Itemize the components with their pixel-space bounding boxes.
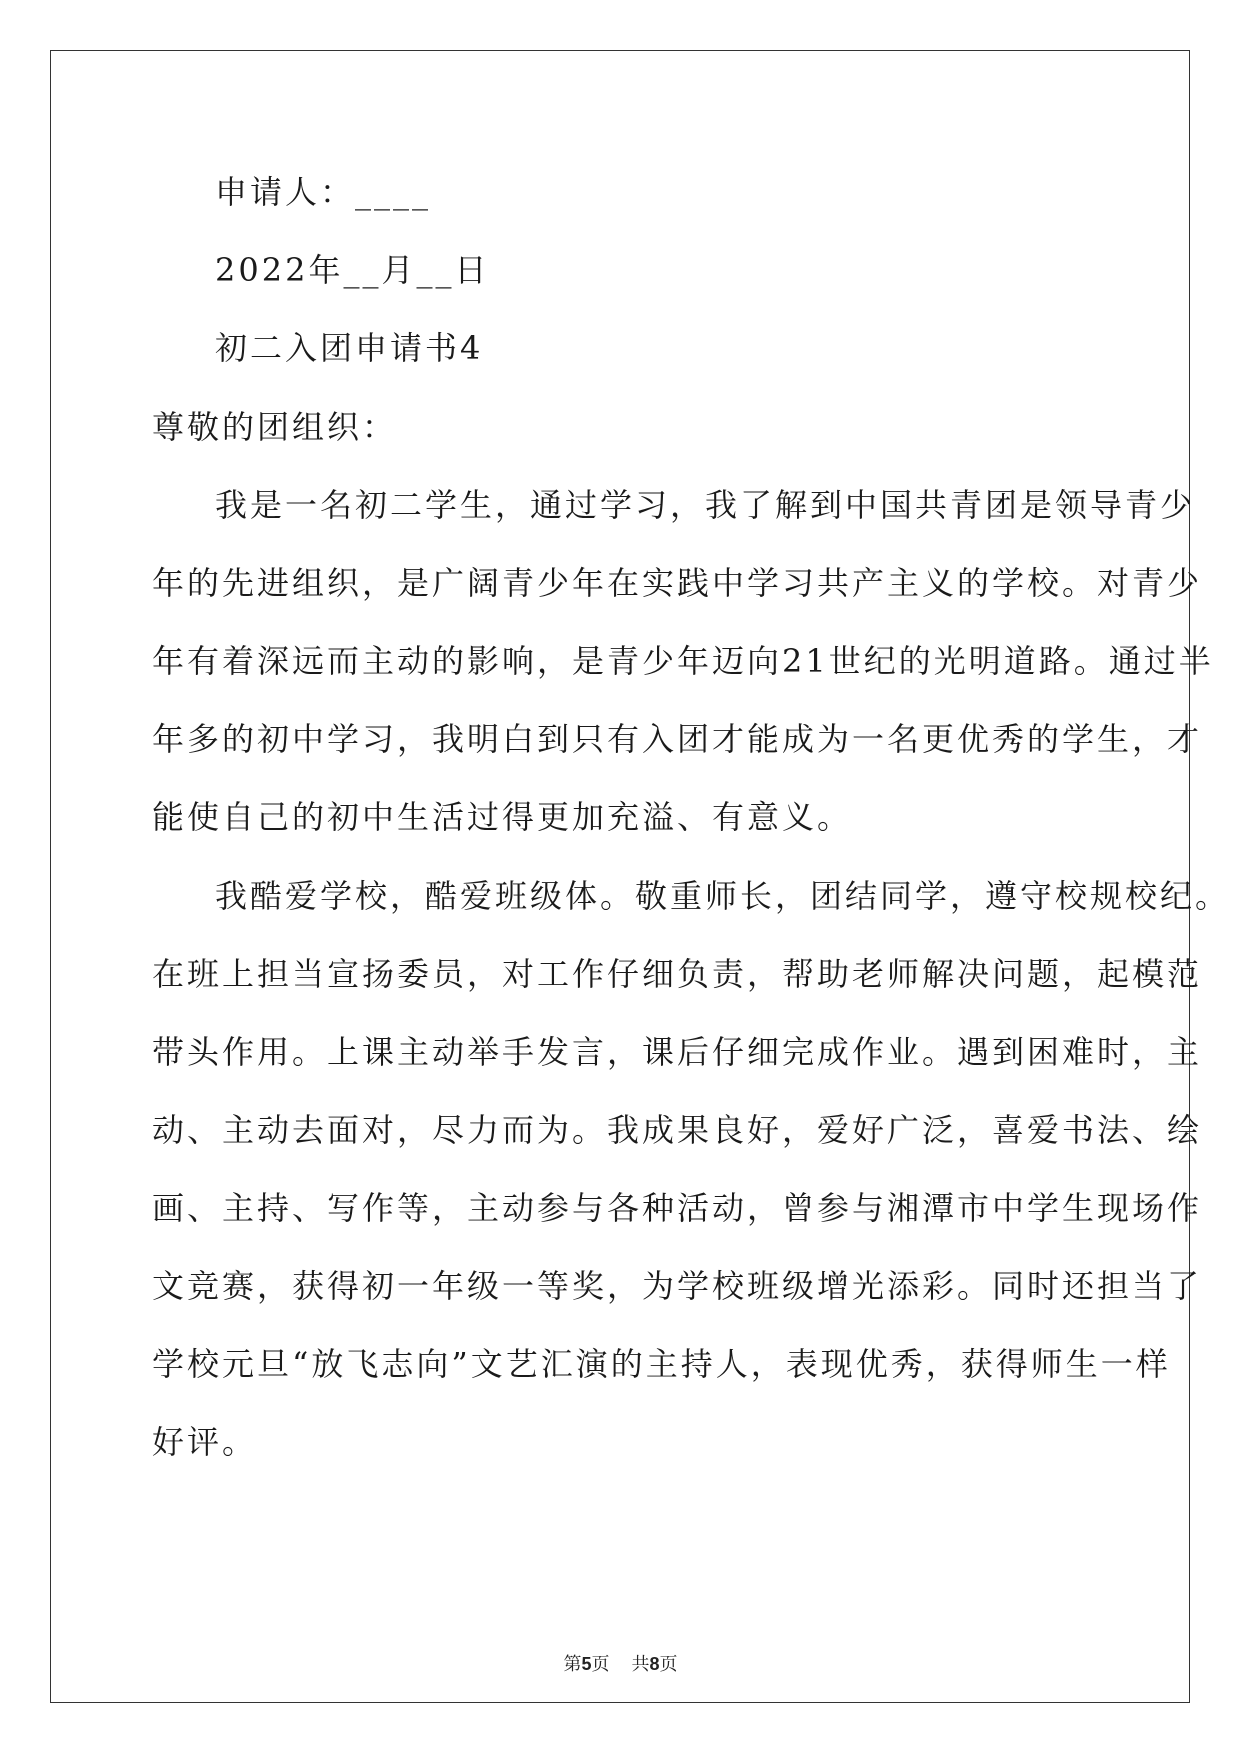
total-pages: 8 xyxy=(649,1654,660,1674)
paragraph-2-line: 在班上担当宣扬委员，对工作仔细负责，帮助老师解决问题，起模范 xyxy=(152,955,1203,993)
page-number: 5 xyxy=(581,1654,592,1674)
paragraph-2-line: 我酷爱学校，酷爱班级体。敬重师长，团结同学，遵守校规校纪。 xyxy=(215,877,1231,915)
date-line: 2022年__月__日 xyxy=(215,251,490,289)
paragraph-1-line: 年有着深远而主动的影响，是青少年迈向21世纪的光明道路。通过半 xyxy=(152,642,1214,680)
paragraph-2-line: 画、主持、写作等，主动参与各种活动，曾参与湘潭市中学生现场作 xyxy=(152,1189,1203,1227)
page-prefix: 第 xyxy=(563,1654,582,1675)
paragraph-1-line: 我是一名初二学生，通过学习，我了解到中国共青团是领导青少 xyxy=(215,486,1196,524)
paragraph-2-line: 好评。 xyxy=(152,1423,258,1461)
paragraph-2-line: 动、主动去面对，尽力而为。我成果良好，爱好广泛，喜爱书法、绘 xyxy=(152,1111,1203,1149)
page-suffix: 页 xyxy=(591,1654,610,1675)
paragraph-2-line: 带头作用。上课主动举手发言，课后仔细完成作业。遇到困难时，主 xyxy=(152,1033,1203,1071)
applicant-line: 申请人：____ xyxy=(215,173,432,211)
section-title: 初二入团申请书4 xyxy=(215,329,484,367)
total-prefix: 共 xyxy=(631,1654,650,1675)
paragraph-1-line: 年的先进组织，是广阔青少年在实践中学习共产主义的学校。对青少 xyxy=(152,564,1203,602)
salutation: 尊敬的团组织： xyxy=(152,408,398,446)
paragraph-2-line: 文竞赛，获得初一年级一等奖，为学校班级增光添彩。同时还担当了 xyxy=(152,1267,1203,1305)
paragraph-1-line: 年多的初中学习，我明白到只有入团才能成为一名更优秀的学生，才 xyxy=(152,720,1203,758)
page-footer xyxy=(0,1652,1241,1677)
paragraph-1-line: 能使自己的初中生活过得更加充溢、有意义。 xyxy=(152,798,853,836)
total-suffix: 页 xyxy=(659,1654,678,1675)
paragraph-2-line: 学校元旦“放飞志向”文艺汇演的主持人，表现优秀，获得师生一样 xyxy=(152,1345,1171,1383)
